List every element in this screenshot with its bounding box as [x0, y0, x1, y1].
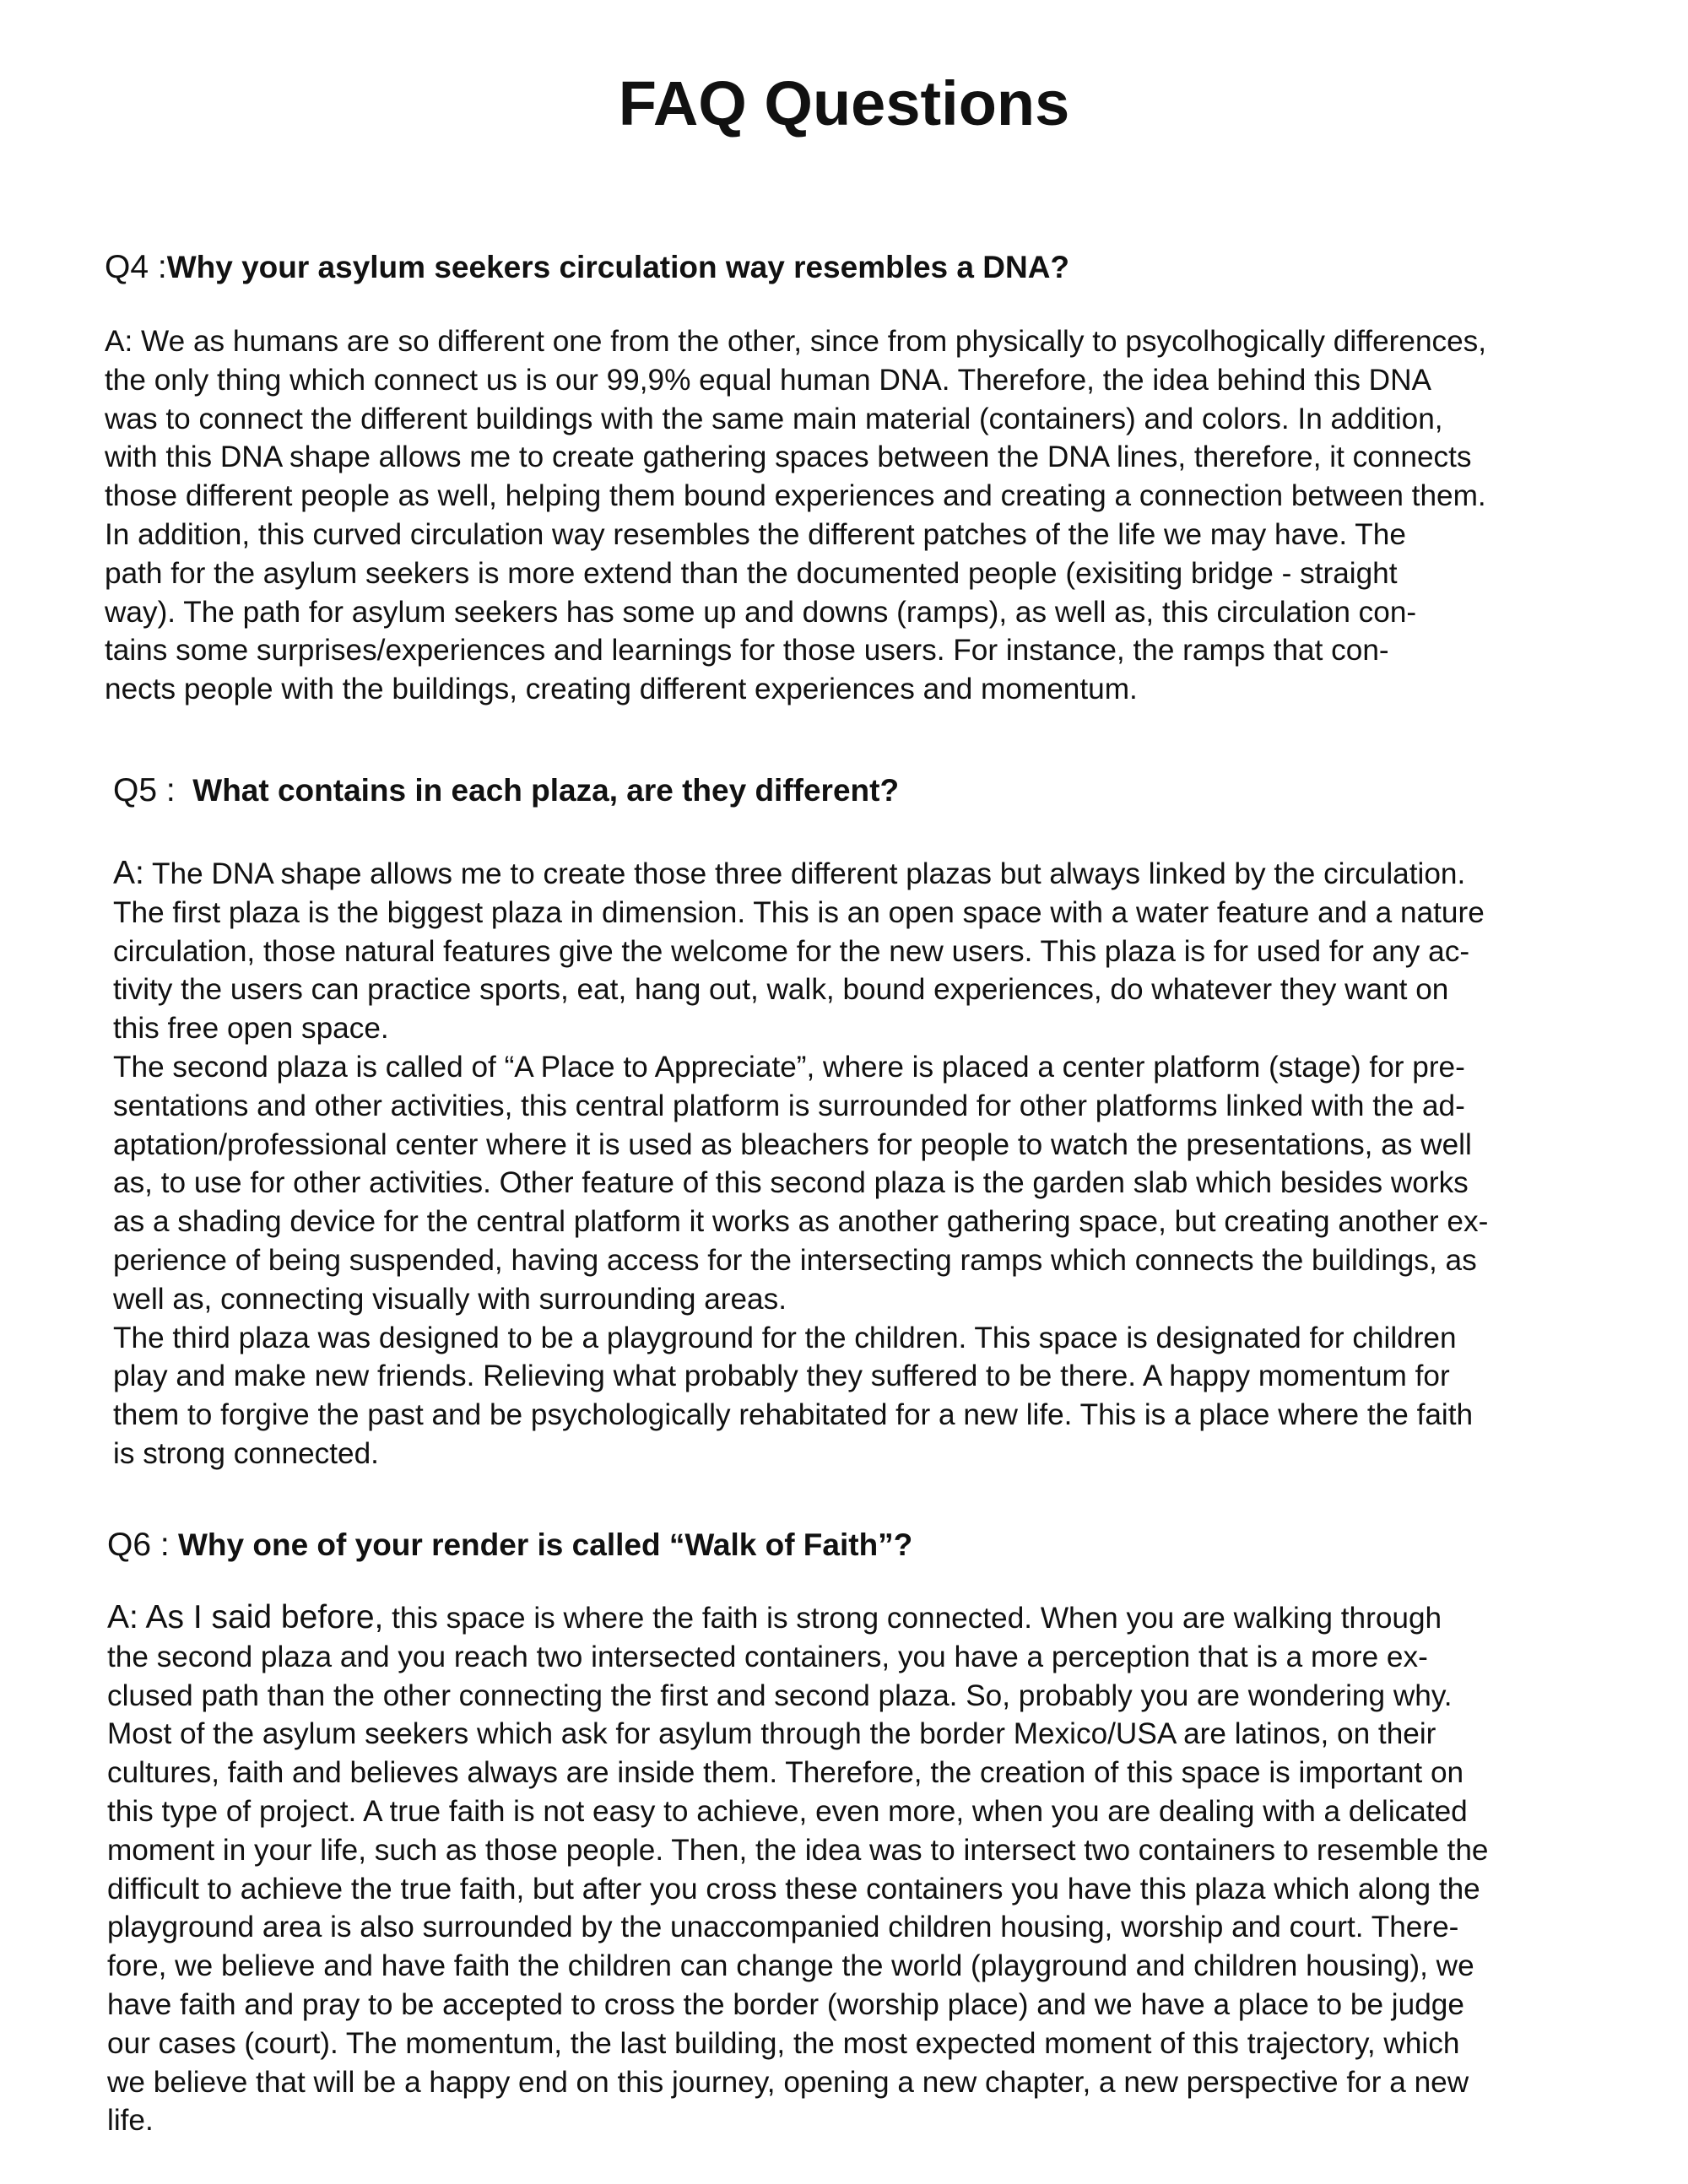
page-title: FAQ Questions	[618, 68, 1070, 138]
answer-line: The first plaza is the biggest plaza in dimension. This is an open space with a water feature and a nature	[113, 895, 1485, 929]
answer-line: The third plaza was designed to be a playground for the children. This space is designated for children	[113, 1321, 1457, 1354]
answer-line: the only thing which connect us is our 99,9% equal human DNA. Therefore, the idea behind this DNA	[105, 363, 1431, 397]
answer-line: nects people with the buildings, creating different experiences and momentum.	[105, 673, 1138, 706]
answer-line: clused path than the other connecting the first and second plaza. So, probably you are wondering why.	[107, 1679, 1453, 1712]
answer-line: this type of project. A true faith is not easy to achieve, even more, when you are dealing with a delicated	[107, 1794, 1468, 1828]
answer-line: perience of being suspended, having access for the intersecting ramps which connects the buildings, as	[113, 1243, 1477, 1277]
answer-lead: A:	[105, 325, 133, 358]
question-text: What contains in each plaza, are they different?	[192, 773, 900, 808]
faq-answer	[113, 854, 1615, 1473]
answer-line: Most of the asylum seekers which ask for asylum through the border Mexico/USA are latinos, on their	[107, 1717, 1436, 1751]
answer-line: playground area is also surrounded by the unaccompanied children housing, worship and court. There-	[107, 1911, 1459, 1944]
answer-lead: A: As I said before,	[107, 1599, 384, 1635]
answer-line: our cases (court). The momentum, the last building, the most expected moment of this trajectory, which	[107, 2026, 1460, 2060]
answer-line: A: As I said before, this space is where the faith is strong connected. When you are walking through	[107, 1599, 1442, 1635]
question-text: Why your asylum seekers circulation way resembles a DNA?	[166, 250, 1070, 284]
answer-line: life.	[107, 2104, 154, 2138]
answer-line: we believe that will be a happy end on this journey, opening a new chapter, a new perspective for a new	[107, 2065, 1469, 2099]
answer-line: as, to use for other activities. Other feature of this second plaza is the garden slab which besides works	[113, 1166, 1469, 1200]
answer-line: moment in your life, such as those people. Then, the idea was to intersect two containers to resemble the	[107, 1833, 1489, 1867]
answer-line: have faith and pray to be accepted to cross the border (worship place) and we have a place to be judge	[107, 1987, 1464, 2021]
answer-line: as a shading device for the central platform it works as another gathering space, but creating another ex-	[113, 1205, 1489, 1239]
question-number: Q6 :	[107, 1527, 170, 1563]
answer-line: A: We as humans are so different one from the other, since from physically to psycolhogically differences,	[105, 325, 1487, 358]
answer-line: them to forgive the past and be psychologically rehabitated for a new life. This is a place where the faith	[113, 1398, 1474, 1432]
answer-line: play and make new friends. Relieving what probably they suffered to be there. A happy momentum for	[113, 1360, 1450, 1393]
answer-line: circulation, those natural features give the welcome for the new users. This plaza is for used for any ac-	[113, 934, 1470, 968]
answer-line: path for the asylum seekers is more extend than the documented people (exisiting bridge - straight	[105, 556, 1398, 590]
question-text: Why one of your render is called “Walk of Faith”?	[177, 1527, 913, 1562]
answer-line: with this DNA shape allows me to create gathering spaces between the DNA lines, therefore, it connects	[105, 441, 1472, 474]
answer-line: the second plaza and you reach two intersected containers, you have a perception that is a more ex-	[107, 1640, 1428, 1673]
answer-line: fore, we believe and have faith the children can change the world (playground and children housing), we	[107, 1949, 1474, 1983]
faq-answer	[105, 322, 1607, 709]
faq-item-q5	[113, 771, 1615, 1473]
answer-line: difficult to achieve the true faith, but after you cross these containers you have this plaza which along the	[107, 1872, 1480, 1906]
answer-lead: A:	[113, 855, 144, 891]
answer-line: sentations and other activities, this central platform is surrounded for other platforms linked with the ad-	[113, 1089, 1465, 1122]
answer-line: those different people as well, helping them bound experiences and creating a connection between them.	[105, 479, 1486, 513]
answer-line: A: The DNA shape allows me to create those three different plazas but always linked by the circulation.	[113, 855, 1466, 891]
answer-line: tains some surprises/experiences and learnings for those users. For instance, the ramps that con-	[105, 634, 1389, 668]
answer-line: this free open space.	[113, 1012, 389, 1046]
answer-line: In addition, this curved circulation way resembles the different patches of the life we may have. The	[105, 517, 1406, 551]
faq-question	[107, 1526, 1610, 1565]
question-number: Q4 :	[105, 249, 167, 285]
answer-line: well as, connecting visually with surrounding areas.	[113, 1282, 787, 1316]
faq-item-q6	[107, 1526, 1610, 2140]
answer-line: tivity the users can practice sports, eat, hang out, walk, bound experiences, do whatever they want on	[113, 973, 1449, 1007]
faq-question	[105, 248, 1607, 287]
answer-line: The second plaza is called of “A Place to Appreciate”, where is placed a center platform (stage) for pre-	[113, 1050, 1465, 1084]
faq-answer	[107, 1598, 1610, 2140]
answer-line: was to connect the different buildings with the same main material (containers) and colors. In addition,	[105, 402, 1443, 435]
answer-line: cultures, faith and believes always are inside them. Therefore, the creation of this space is important on	[107, 1756, 1464, 1790]
question-number: Q5 :	[113, 772, 176, 808]
faq-question	[113, 771, 1615, 810]
answer-line: way). The path for asylum seekers has some up and downs (ramps), as well as, this circulation con-	[105, 595, 1417, 629]
faq-item-q4	[105, 248, 1607, 709]
answer-line: aptation/professional center where it is used as bleachers for people to watch the presentations, as well	[113, 1127, 1472, 1161]
answer-line: is strong connected.	[113, 1436, 379, 1470]
